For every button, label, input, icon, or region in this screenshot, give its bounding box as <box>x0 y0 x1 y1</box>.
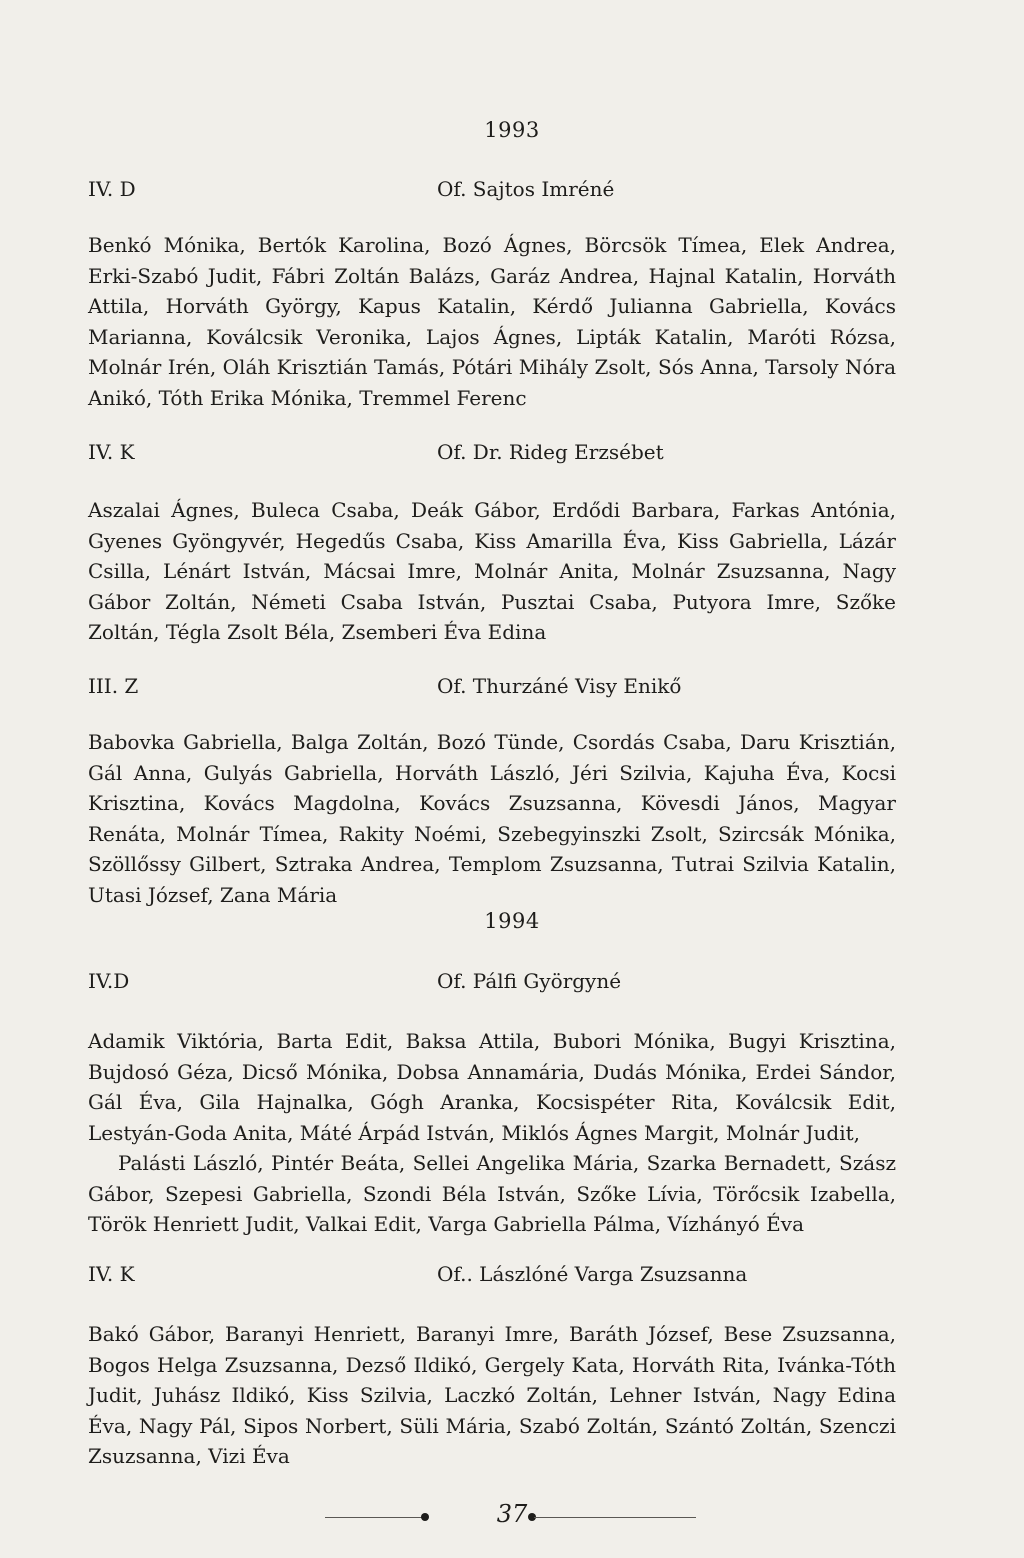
teacher-name: Of.. Lászlóné Varga Zsuzsanna <box>437 1262 748 1286</box>
student-paragraph: Bakó Gábor, Baranyi Henriett, Baranyi Imre, Baráth József, Bese Zsuzsanna, Bogos Helga Zsuzsanna, Dezső Ildikó, Gergely Kata, Horváth Rita, Ivánka-Tóth Judit, Juhász Ildikó, Kiss Szilvia, Laczkó Zoltán, Lehner István, Nagy Edina Éva, Nagy Pál, Sipos Norbert, Süli Mária, Szabó Zoltán, Szántó Zoltán, Szenczi Zsuzsanna, Vizi Éva <box>88 1322 896 1468</box>
student-paragraph: Adamik Viktória, Barta Edit, Baksa Attila, Bubori Mónika, Bugyi Krisztina, Bujdosó Géza, Dicső Mónika, Dobsa Annamária, Dudás Mónika, Erdei Sándor, Gál Éva, Gila Hajnalka, Gógh Aranka, Kocsispéter Rita, Koválcsik Edit, Lestyán-Goda Anita, Máté Árpád István, Miklós Ágnes Margit, Molnár Judit, <box>88 1029 896 1145</box>
student-list <box>88 727 896 910</box>
teacher-name: Of. Pálfi Györgyné <box>437 969 622 993</box>
page-footer <box>0 1498 1024 1538</box>
teacher-name: Of. Sajtos Imréné <box>437 177 615 201</box>
student-paragraph: Babovka Gabriella, Balga Zoltán, Bozó Tünde, Csordás Csaba, Daru Krisztián, Gál Anna, Gulyás Gabriella, Horváth László, Jéri Szilvia, Kajuha Éva, Kocsi Krisztina, Kovács Magdolna, Kovács Zsuzsanna, Kövesdi János, Magyar Renáta, Molnár Tímea, Rakity Noémi, Szebegyinszki Zsolt, Szircsák Mónika, Szöllőssy Gilbert, Sztraka Andrea, Templom Zsuzsanna, Tutrai Szilvia Katalin, Utasi József, Zana Mária <box>88 730 896 907</box>
student-paragraph: Aszalai Ágnes, Buleca Csaba, Deák Gábor, Erdődi Barbara, Farkas Antónia, Gyenes Gyöngyvér, Hegedűs Csaba, Kiss Amarilla Éva, Kiss Gabriella, Lázár Csilla, Lénárt István, Mácsai Imre, Molnár Anita, Molnár Zsuzsanna, Nagy Gábor Zoltán, Németi Csaba István, Pusztai Csaba, Putyora Imre, Szőke Zoltán, Tégla Zsolt Béla, Zsemberi Éva Edina <box>88 498 896 644</box>
class-header <box>88 969 908 997</box>
class-header <box>88 440 908 468</box>
student-list <box>88 1026 896 1240</box>
teacher-name: Of. Dr. Rideg Erzsébet <box>437 440 664 464</box>
student-paragraph: Benkó Mónika, Bertók Karolina, Bozó Ágnes, Börcsök Tímea, Elek Andrea, Erki-Szabó Judit, Fábri Zoltán Balázs, Garáz Andrea, Hajnal Katalin, Horváth Attila, Horváth György, Kapus Katalin, Kérdő Julianna Gabriella, Kovács Marianna, Koválcsik Veronika, Lajos Ágnes, Lipták Katalin, Maróti Rózsa, Molnár Irén, Oláh Krisztián Tamás, Pótári Mihály Zsolt, Sós Anna, Tarsoly Nóra Anikó, Tóth Erika Mónika, Tremmel Ferenc <box>88 233 896 410</box>
footer-rule-right <box>534 1517 696 1518</box>
year-heading: 1993 <box>484 118 540 142</box>
class-label: IV. K <box>88 440 135 464</box>
class-label: IV. K <box>88 1262 135 1286</box>
student-list <box>88 230 896 413</box>
student-list <box>88 495 896 648</box>
class-label: IV.D <box>88 969 130 993</box>
class-header <box>88 674 908 702</box>
class-label: III. Z <box>88 674 139 698</box>
class-label: IV. D <box>88 177 136 201</box>
page-number: 37 <box>496 1500 528 1528</box>
year-heading: 1994 <box>484 909 540 933</box>
class-header <box>88 177 908 205</box>
class-header <box>88 1262 908 1290</box>
teacher-name: Of. Thurzáné Visy Enikő <box>437 674 682 698</box>
student-paragraph: Palásti László, Pintér Beáta, Sellei Angelika Mária, Szarka Bernadett, Szász Gábor, Szepesi Gabriella, Szondi Béla István, Szőke Lívia, Törőcsik Izabella, Török Henriett Judit, Valkai Edit, Varga Gabriella Pálma, Vízhányó Éva <box>88 1151 896 1236</box>
student-list <box>88 1319 896 1472</box>
